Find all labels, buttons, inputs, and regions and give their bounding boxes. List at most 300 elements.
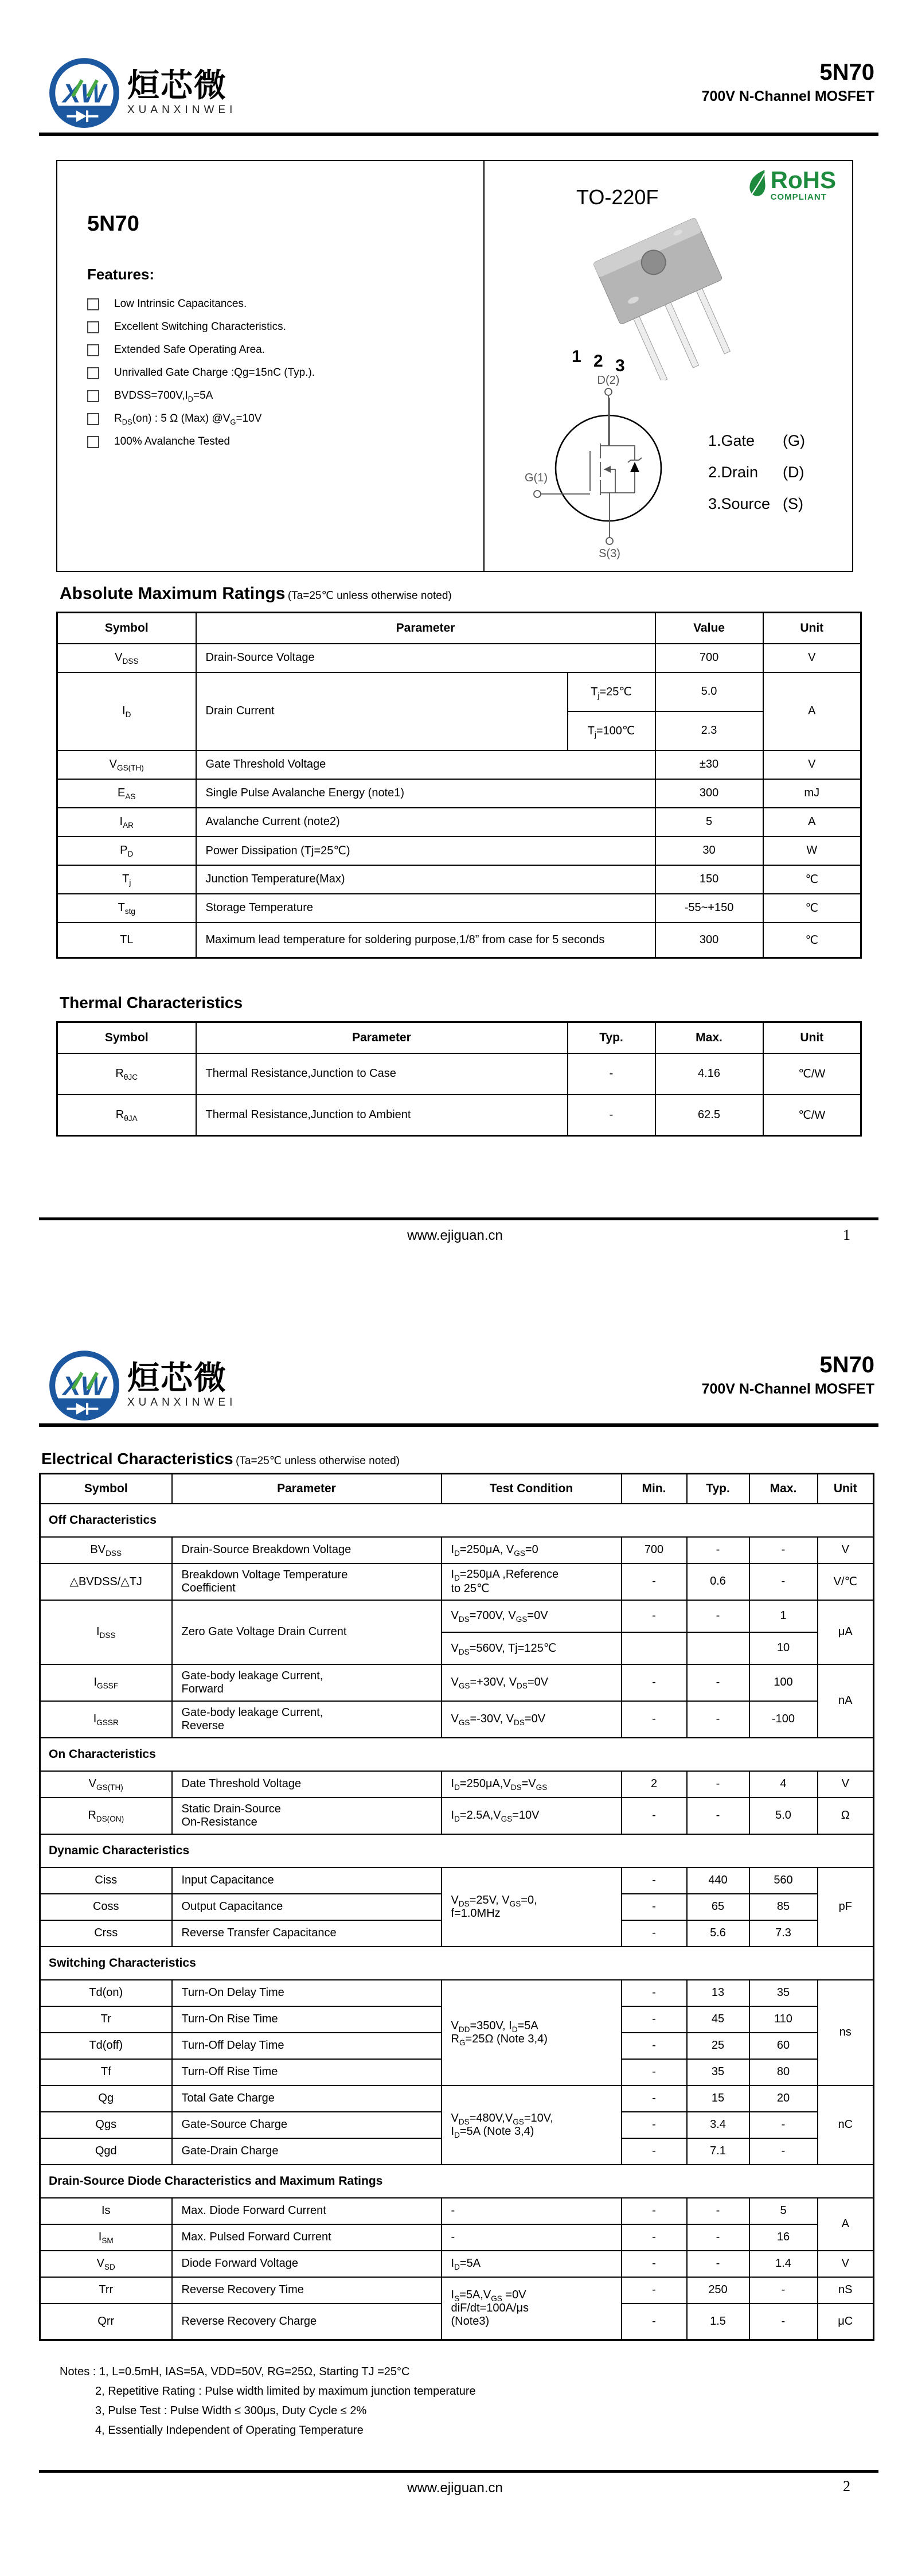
min-cell: - xyxy=(622,2085,687,2112)
parameter-cell: Turn-On Delay Time xyxy=(172,1980,442,2006)
max-cell: 20 xyxy=(749,2085,818,2112)
footer-website: www.ejiguan.cn xyxy=(407,1228,503,1243)
symbol-cell: $V_{SD}$ xyxy=(40,2251,172,2277)
table-row xyxy=(57,1095,861,1136)
parameter-cell: Thermal Resistance,Junction to Case xyxy=(196,1053,568,1095)
value-cell: 300 xyxy=(655,779,763,808)
symbol-cell: $T_{stg}$ xyxy=(57,894,196,923)
parameter-cell: Zero Gate Voltage Drain Current xyxy=(172,1600,442,1664)
brand-text xyxy=(127,1362,236,1409)
col-header: Symbol xyxy=(57,613,196,644)
max-cell: 5.0 xyxy=(749,1797,818,1834)
symbol-cell: Td(off) xyxy=(40,2033,172,2059)
max-cell: 560 xyxy=(749,1867,818,1894)
parameter-cell: Power Dissipation (Tj=25℃) xyxy=(196,836,655,865)
page-number: 2 xyxy=(843,2478,850,2495)
parameter-cell: Max. Diode Forward Current xyxy=(172,2198,442,2224)
table-row xyxy=(40,2198,874,2224)
ec-section-title: Electrical Characteristics (Ta=25℃ unless otherwise noted) xyxy=(41,1450,400,1468)
list-item xyxy=(87,435,315,448)
drain-label: D(2) xyxy=(597,375,620,387)
parameter-cell: Diode Forward Voltage xyxy=(172,2251,442,2277)
parameter-cell: Drain Current xyxy=(196,672,568,750)
pin-number-2: 2 xyxy=(593,352,603,371)
typ-cell: 3.4 xyxy=(687,2112,749,2138)
header-rule xyxy=(39,1423,878,1427)
unit-cell: μC xyxy=(818,2303,874,2340)
brand-logo-icon xyxy=(47,55,122,131)
table-row xyxy=(40,1600,874,1632)
table-row xyxy=(40,1771,874,1797)
typ-cell xyxy=(687,1632,749,1664)
brand-logo xyxy=(47,55,236,131)
unit-cell: ℃ xyxy=(763,923,861,958)
section-row xyxy=(40,1738,874,1771)
parameter-cell: Turn-Off Rise Time xyxy=(172,2059,442,2085)
parameter-cell: Input Capacitance xyxy=(172,1867,442,1894)
unit-cell: V xyxy=(763,750,861,779)
col-header: Unit xyxy=(763,1022,861,1053)
table-row xyxy=(57,808,861,836)
brand-text xyxy=(127,69,236,116)
max-cell: - xyxy=(749,1537,818,1563)
table-row xyxy=(40,2224,874,2251)
min-cell: - xyxy=(622,2112,687,2138)
list-item xyxy=(87,390,315,402)
unit-cell: mJ xyxy=(763,779,861,808)
unit-cell: nA xyxy=(818,1664,874,1738)
parameter-cell: Turn-On Rise Time xyxy=(172,2006,442,2033)
table-row xyxy=(40,1980,874,2006)
unit-cell: ℃ xyxy=(763,894,861,923)
typ-cell: - xyxy=(687,1664,749,1701)
typ-cell: 5.6 xyxy=(687,1920,749,1947)
parameter-cell: Output Capacitance xyxy=(172,1894,442,1920)
max-cell: 62.5 xyxy=(655,1095,763,1136)
min-cell: 700 xyxy=(622,1537,687,1563)
symbol-cell: Tr xyxy=(40,2006,172,2033)
symbol-cell: Qgs xyxy=(40,2112,172,2138)
max-cell: 85 xyxy=(749,1894,818,1920)
gate-label: G(1) xyxy=(525,472,548,484)
product-title: 5N70 xyxy=(87,212,139,236)
typ-cell: 1.5 xyxy=(687,2303,749,2340)
min-cell: - xyxy=(622,1701,687,1738)
amr-section-title: Absolute Maximum Ratings (Ta=25℃ unless otherwise noted) xyxy=(60,584,452,603)
condition-cell: $V_{DS}=480V,V_{GS}=10V$, $I_D=5A$ (Note 3,4) xyxy=(442,2085,622,2165)
part-number: 5N70 xyxy=(819,1352,874,1378)
max-cell: - xyxy=(749,2138,818,2165)
value-cell: -55~+150 xyxy=(655,894,763,923)
rohs-sublabel: COMPLIANT xyxy=(770,192,827,202)
condition-cell: $V_{DS}=560V$, Tj=125℃ xyxy=(442,1632,622,1664)
svg-text:XW: XW xyxy=(63,78,106,108)
parameter-cell: Storage Temperature xyxy=(196,894,655,923)
value-cell: 2.3 xyxy=(655,711,763,750)
max-cell: - xyxy=(749,2303,818,2340)
list-item xyxy=(87,367,315,379)
col-header: Unit xyxy=(818,1474,874,1504)
col-header: Test Condition xyxy=(442,1474,622,1504)
symbol-cell: Qgd xyxy=(40,2138,172,2165)
parameter-cell: Date Threshold Voltage xyxy=(172,1771,442,1797)
table-row xyxy=(57,894,861,923)
parameter-cell: Reverse Transfer Capacitance xyxy=(172,1920,442,1947)
unit-cell: Ω xyxy=(818,1797,874,1834)
unit-cell: V xyxy=(818,1771,874,1797)
min-cell: - xyxy=(622,1600,687,1632)
unit-cell: W xyxy=(763,836,861,865)
min-cell: - xyxy=(622,2251,687,2277)
section-title: Drain-Source Diode Characteristics and Maximum Ratings xyxy=(40,2165,874,2198)
condition-cell: $I_D=5A$ xyxy=(442,2251,622,2277)
table-row xyxy=(57,644,861,672)
unit-cell: ℃/W xyxy=(763,1053,861,1095)
symbol-cell: $I_{DSS}$ xyxy=(40,1600,172,1664)
col-header: Unit xyxy=(763,613,861,644)
col-header: Value xyxy=(655,613,763,644)
footer-rule xyxy=(39,2470,878,2473)
parameter-cell: Gate-Source Charge xyxy=(172,2112,442,2138)
mosfet-symbol xyxy=(522,375,700,564)
typ-cell: - xyxy=(687,2198,749,2224)
max-cell: 100 xyxy=(749,1664,818,1701)
list-item xyxy=(87,321,315,333)
datasheet-page-2 xyxy=(0,1288,910,2576)
checkbox-icon xyxy=(87,367,99,379)
pin-legend xyxy=(708,432,805,527)
min-cell: - xyxy=(622,2138,687,2165)
typ-cell: - xyxy=(687,1600,749,1632)
col-header: Parameter xyxy=(172,1474,442,1504)
symbol-cell: △BVDSS/△TJ xyxy=(40,1563,172,1600)
symbol-cell: Crss xyxy=(40,1920,172,1947)
symbol-cell: $I_D$ xyxy=(57,672,196,750)
min-cell xyxy=(622,1632,687,1664)
svg-text:XW: XW xyxy=(63,1371,106,1401)
symbol-cell: Is xyxy=(40,2198,172,2224)
parameter-cell: Gate-Drain Charge xyxy=(172,2138,442,2165)
col-header: Typ. xyxy=(687,1474,749,1504)
list-item: 1.Gate (G) xyxy=(708,432,805,449)
min-cell: - xyxy=(622,1920,687,1947)
max-cell: - xyxy=(749,1563,818,1600)
unit-cell: A xyxy=(818,2198,874,2251)
absolute-maximum-ratings-table xyxy=(56,612,862,959)
value-cell: 700 xyxy=(655,644,763,672)
parameter-cell: Thermal Resistance,Junction to Ambient xyxy=(196,1095,568,1136)
col-header: Max. xyxy=(749,1474,818,1504)
unit-cell: V/℃ xyxy=(818,1563,874,1600)
footer-website: www.ejiguan.cn xyxy=(407,2480,503,2496)
condition-cell: $I_D=2.5A,V_{GS}=10V$ xyxy=(442,1797,622,1834)
symbol-cell: $BV_{DSS}$ xyxy=(40,1537,172,1563)
col-header: Parameter xyxy=(196,1022,568,1053)
parameter-cell: Reverse Recovery Charge xyxy=(172,2303,442,2340)
max-cell: 4.16 xyxy=(655,1053,763,1095)
table-row xyxy=(40,2251,874,2277)
parameter-cell: Single Pulse Avalanche Energy (note1) xyxy=(196,779,655,808)
source-label: S(3) xyxy=(599,547,620,560)
note-line: 2, Repetitive Rating : Pulse width limited by maximum junction temperature xyxy=(95,2385,476,2398)
symbol-cell: Trr xyxy=(40,2277,172,2303)
typ-cell: - xyxy=(568,1095,655,1136)
checkbox-icon xyxy=(87,413,99,425)
unit-cell: nC xyxy=(818,2085,874,2165)
max-cell: 110 xyxy=(749,2006,818,2033)
note-line: 4, Essentially Independent of Operating Temperature xyxy=(95,2424,364,2437)
min-cell: - xyxy=(622,2006,687,2033)
table-row xyxy=(40,1563,874,1600)
part-description: 700V N-Channel MOSFET xyxy=(701,88,874,104)
feature-text: $BVDSS=700V,I_D=5A$ xyxy=(114,390,213,403)
list-item xyxy=(87,413,315,425)
symbol-cell: $E_{AS}$ xyxy=(57,779,196,808)
condition-cell: $V_{DS}=700V$, $V_{GS}=0V$ xyxy=(442,1600,622,1632)
thermal-section-title: Thermal Characteristics xyxy=(60,994,243,1011)
feature-text: 100% Avalanche Tested xyxy=(114,435,231,448)
typ-cell: 7.1 xyxy=(687,2138,749,2165)
symbol-cell: Coss xyxy=(40,1894,172,1920)
parameter-cell: Drain-Source Voltage xyxy=(196,644,655,672)
parameter-cell: Total Gate Charge xyxy=(172,2085,442,2112)
min-cell: - xyxy=(622,2059,687,2085)
note-line: 3, Pulse Test : Pulse Width ≤ 300μs, Duty Cycle ≤ 2% xyxy=(95,2404,367,2417)
features-heading: Features: xyxy=(87,266,155,283)
typ-cell: - xyxy=(687,1797,749,1834)
min-cell: - xyxy=(622,1664,687,1701)
unit-cell: ℃/W xyxy=(763,1095,861,1136)
col-header: Max. xyxy=(655,1022,763,1053)
thermal-characteristics-table xyxy=(56,1021,862,1137)
table-row xyxy=(57,865,861,894)
condition-cell: $V_{DD}=350V$, $I_D=5A$ $R_G=25\Omega$ (Note 3,4) xyxy=(442,1980,622,2085)
symbol-cell: $I_{SM}$ xyxy=(40,2224,172,2251)
unit-cell: nS xyxy=(818,2277,874,2303)
condition-cell: - xyxy=(442,2198,622,2224)
section-title: Dynamic Characteristics xyxy=(40,1834,874,1867)
min-cell: - xyxy=(622,1563,687,1600)
symbol-cell: $T_j$ xyxy=(57,865,196,894)
symbol-cell: Qg xyxy=(40,2085,172,2112)
section-row xyxy=(40,1947,874,1980)
condition-cell: $I_S=5A,V_{GS} =0V$ diF/dt=100A/μs (Note3) xyxy=(442,2277,622,2340)
rohs-leaf-icon xyxy=(747,168,768,198)
typ-cell: 35 xyxy=(687,2059,749,2085)
electrical-characteristics-table xyxy=(39,1473,874,2341)
condition-cell: - xyxy=(442,2224,622,2251)
section-title: Off Characteristics xyxy=(40,1504,874,1537)
symbol-cell: $R_{\theta JA}$ xyxy=(57,1095,196,1136)
parameter-cell: Turn-Off Delay Time xyxy=(172,2033,442,2059)
value-cell: 5.0 xyxy=(655,672,763,711)
min-cell: - xyxy=(622,1797,687,1834)
features-list xyxy=(87,298,315,458)
section-title: Switching Characteristics xyxy=(40,1947,874,1980)
parameter-cell: Static Drain-Source On-Resistance xyxy=(172,1797,442,1834)
table-row xyxy=(57,779,861,808)
section-row xyxy=(40,1504,874,1537)
brand-name-en: XUANXINWEI xyxy=(127,1396,237,1408)
unit-cell: V xyxy=(818,2251,874,2277)
brand-name-en: XUANXINWEI xyxy=(127,104,237,116)
symbol-cell: $R_{DS(ON)}$ xyxy=(40,1797,172,1834)
symbol-cell: $V_{DSS}$ xyxy=(57,644,196,672)
checkbox-icon xyxy=(87,344,99,356)
header-rule xyxy=(39,133,878,136)
value-cell: 30 xyxy=(655,836,763,865)
list-item xyxy=(87,344,315,356)
max-cell: 10 xyxy=(749,1632,818,1664)
typ-cell: - xyxy=(687,1701,749,1738)
table-row xyxy=(57,923,861,958)
list-item xyxy=(87,298,315,310)
symbol-cell: $I_{AR}$ xyxy=(57,808,196,836)
table-header-row xyxy=(57,613,861,644)
condition-cell: $V_{GS}=+30V$, $V_{DS}=0V$ xyxy=(442,1664,622,1701)
col-header: Min. xyxy=(622,1474,687,1504)
symbol-cell: Qrr xyxy=(40,2303,172,2340)
checkbox-icon xyxy=(87,436,99,448)
page-number: 1 xyxy=(843,1227,850,1243)
min-cell: - xyxy=(622,2303,687,2340)
condition-cell: $I_D=250\mu A$, $V_{GS}=0$ xyxy=(442,1537,622,1563)
min-cell: 2 xyxy=(622,1771,687,1797)
symbol-cell: $I_{GSSR}$ xyxy=(40,1701,172,1738)
parameter-cell: Drain-Source Breakdown Voltage xyxy=(172,1537,442,1563)
typ-cell: 13 xyxy=(687,1980,749,2006)
max-cell: 7.3 xyxy=(749,1920,818,1947)
typ-cell: 65 xyxy=(687,1894,749,1920)
table-row xyxy=(57,750,861,779)
unit-cell: pF xyxy=(818,1867,874,1947)
condition-cell: $V_{DS}=25V$, $V_{GS}=0$, f=1.0MHz xyxy=(442,1867,622,1947)
typ-cell: - xyxy=(687,2251,749,2277)
note-line: Notes : 1, L=0.5mH, IAS=5A, VDD=50V, RG=25Ω, Starting TJ =25°C xyxy=(60,2365,410,2378)
max-cell: 60 xyxy=(749,2033,818,2059)
table-row xyxy=(57,672,861,711)
pin-number-1: 1 xyxy=(572,347,581,366)
typ-cell: - xyxy=(568,1053,655,1095)
table-row xyxy=(40,1701,874,1738)
symbol-cell: $R_{\theta JC}$ xyxy=(57,1053,196,1095)
unit-cell: μA xyxy=(818,1600,874,1664)
value-cell: 5 xyxy=(655,808,763,836)
unit-cell: V xyxy=(763,644,861,672)
feature-text: Unrivalled Gate Charge :Qg=15nC (Typ.). xyxy=(114,367,315,379)
symbol-cell: $I_{GSSF}$ xyxy=(40,1664,172,1701)
rohs-label: RoHS xyxy=(770,166,836,193)
max-cell: 4 xyxy=(749,1771,818,1797)
parameter-cell: Maximum lead temperature for soldering purpose,1/8” from case for 5 seconds xyxy=(196,923,655,958)
symbol-cell: Td(on) xyxy=(40,1980,172,2006)
brand-name-cn: 烜芯微 xyxy=(127,1360,227,1396)
checkbox-icon xyxy=(87,390,99,402)
value-cell: 300 xyxy=(655,923,763,958)
parameter-cell: Reverse Recovery Time xyxy=(172,2277,442,2303)
feature-text: $R_{DS}(on)$ : 5 Ω (Max) $@V_G=10V$ xyxy=(114,413,262,426)
parameter-cell: Avalanche Current (note2) xyxy=(196,808,655,836)
condition-cell: $V_{GS}=-30V$, $V_{DS}=0V$ xyxy=(442,1701,622,1738)
parameter-cell: Max. Pulsed Forward Current xyxy=(172,2224,442,2251)
table-row xyxy=(40,1664,874,1701)
max-cell: 5 xyxy=(749,2198,818,2224)
col-header: Symbol xyxy=(40,1474,172,1504)
condition-cell: $T_j=100℃$ xyxy=(568,711,655,750)
brand-logo xyxy=(47,1348,236,1423)
rohs-badge xyxy=(747,168,836,202)
max-cell: 35 xyxy=(749,1980,818,2006)
product-overview-box xyxy=(56,160,853,572)
max-cell: -100 xyxy=(749,1701,818,1738)
min-cell: - xyxy=(622,2198,687,2224)
col-header: Parameter xyxy=(196,613,655,644)
features-panel xyxy=(57,161,485,571)
symbol-cell: Tf xyxy=(40,2059,172,2085)
parameter-cell: Junction Temperature(Max) xyxy=(196,865,655,894)
col-header: Typ. xyxy=(568,1022,655,1053)
col-header: Symbol xyxy=(57,1022,196,1053)
feature-text: Excellent Switching Characteristics. xyxy=(114,321,286,333)
checkbox-icon xyxy=(87,321,99,333)
value-cell: 150 xyxy=(655,865,763,894)
value-cell: ±30 xyxy=(655,750,763,779)
typ-cell: 25 xyxy=(687,2033,749,2059)
brand-name-cn: 烜芯微 xyxy=(127,67,227,103)
table-row xyxy=(40,1867,874,1894)
table-row xyxy=(40,1537,874,1563)
condition-cell: $I_D=250\mu A$ ,Reference to 25℃ xyxy=(442,1563,622,1600)
min-cell: - xyxy=(622,2033,687,2059)
table-row xyxy=(40,2085,874,2112)
table-row xyxy=(40,2277,874,2303)
parameter-cell: Breakdown Voltage Temperature Coefficient xyxy=(172,1563,442,1600)
unit-cell: A xyxy=(763,672,861,750)
parameter-cell: Gate-body leakage Current, Reverse xyxy=(172,1701,442,1738)
symbol-cell: TL xyxy=(57,923,196,958)
list-item: 3.Source (S) xyxy=(708,495,803,512)
footer-rule xyxy=(39,1217,878,1220)
section-row xyxy=(40,2165,874,2198)
typ-cell: 250 xyxy=(687,2277,749,2303)
table-row xyxy=(57,836,861,865)
part-number: 5N70 xyxy=(819,60,874,85)
typ-cell: - xyxy=(687,1537,749,1563)
table-header-row xyxy=(57,1022,861,1053)
doc-title-block xyxy=(702,60,874,105)
unit-cell: V xyxy=(818,1537,874,1563)
package-image xyxy=(552,208,764,380)
symbol-cell: Ciss xyxy=(40,1867,172,1894)
symbol-cell: $P_D$ xyxy=(57,836,196,865)
typ-cell: 0.6 xyxy=(687,1563,749,1600)
unit-cell: A xyxy=(763,808,861,836)
notes-block xyxy=(60,2362,476,2440)
min-cell: - xyxy=(622,2277,687,2303)
feature-text: Low Intrinsic Capacitances. xyxy=(114,298,247,310)
max-cell: 80 xyxy=(749,2059,818,2085)
max-cell: 1.4 xyxy=(749,2251,818,2277)
condition-cell: $T_j=25℃$ xyxy=(568,672,655,711)
symbol-cell: $V_{GS(TH)}$ xyxy=(57,750,196,779)
min-cell: - xyxy=(622,1894,687,1920)
typ-cell: - xyxy=(687,1771,749,1797)
feature-text: Extended Safe Operating Area. xyxy=(114,344,265,356)
max-cell: 1 xyxy=(749,1600,818,1632)
section-title: On Characteristics xyxy=(40,1738,874,1771)
unit-cell: ℃ xyxy=(763,865,861,894)
package-panel xyxy=(485,161,851,571)
